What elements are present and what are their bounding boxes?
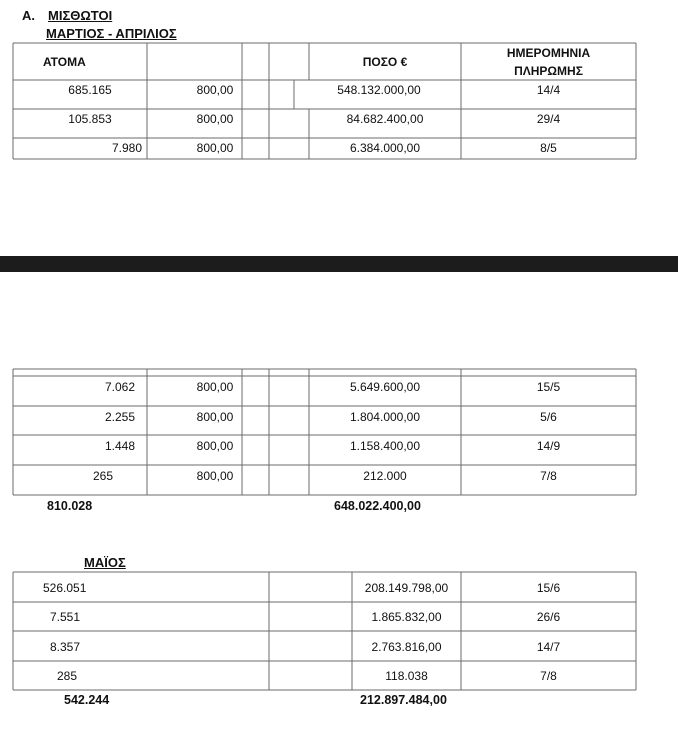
cell-poso: 548.132.000,00 <box>337 83 421 97</box>
cell-poso: 1.865.832,00 <box>371 610 442 624</box>
cell-date: 7/8 <box>540 469 557 483</box>
may-title: ΜΑΪΟΣ <box>84 555 126 570</box>
cell-atoma: 526.051 <box>43 581 87 595</box>
cell-date: 14/7 <box>536 640 561 654</box>
cell-atoma: 105.853 <box>68 112 112 126</box>
cell-poso: 84.682.400,00 <box>346 112 424 126</box>
cell-poso: 212.000 <box>363 469 407 483</box>
cell-poso: 5.649.600,00 <box>349 380 421 394</box>
cell-poso: 2.763.816,00 <box>371 640 442 654</box>
total-poso: 648.022.400,00 <box>334 499 421 513</box>
cell-atoma: 7.980 <box>111 141 142 155</box>
cell-date: 15/5 <box>536 380 561 394</box>
col-header-date-line2: ΠΛΗΡΩΜΗΣ <box>514 64 583 78</box>
cell-poso: 1.804.000,00 <box>349 410 421 424</box>
cell-atoma: 2.255 <box>104 410 135 424</box>
cell-rate: 800,00 <box>196 83 234 97</box>
cell-date: 8/5 <box>540 141 557 155</box>
cell-rate: 800,00 <box>196 410 234 424</box>
col-header-atoma: ΑΤΟΜΑ <box>43 55 86 69</box>
cell-rate: 800,00 <box>196 380 234 394</box>
cell-rate: 800,00 <box>196 112 234 126</box>
section-title: ΜΙΣΘΩΤΟΙ <box>48 8 113 23</box>
total-atoma: 810.028 <box>47 499 93 513</box>
cell-date: 7/8 <box>540 669 557 683</box>
col-header-date-line1: ΗΜΕΡΟΜΗΝΙΑ <box>506 46 591 60</box>
section-subtitle: ΜΑΡΤΙΟΣ - ΑΠΡΙΛΙΟΣ <box>46 26 177 41</box>
cell-atoma: 7.062 <box>104 380 135 394</box>
cell-atoma: 685.165 <box>68 83 112 97</box>
cell-date: 29/4 <box>536 112 561 126</box>
cell-date: 5/6 <box>540 410 557 424</box>
cell-atoma: 7.551 <box>50 610 81 624</box>
cell-atoma: 265 <box>92 469 113 483</box>
cell-atoma: 285 <box>57 669 78 683</box>
cell-atoma: 1.448 <box>104 439 135 453</box>
cell-atoma: 8.357 <box>50 640 81 654</box>
cell-poso: 6.384.000,00 <box>349 141 421 155</box>
cell-date: 14/9 <box>536 439 561 453</box>
cell-date: 15/6 <box>536 581 561 595</box>
section-letter: Α. <box>22 8 35 23</box>
may-total-poso: 212.897.484,00 <box>360 693 447 707</box>
cell-rate: 800,00 <box>196 439 234 453</box>
may-total-atoma: 542.244 <box>64 693 110 707</box>
cell-poso: 208.149.798,00 <box>364 581 449 595</box>
cell-date: 26/6 <box>536 610 561 624</box>
cell-date: 14/4 <box>536 83 561 97</box>
cell-poso: 118.038 <box>385 669 428 683</box>
cell-rate: 800,00 <box>196 141 234 155</box>
cell-poso: 1.158.400,00 <box>349 439 421 453</box>
col-header-poso: ΠΟΣΟ € <box>362 55 408 69</box>
cell-rate: 800,00 <box>196 469 234 483</box>
